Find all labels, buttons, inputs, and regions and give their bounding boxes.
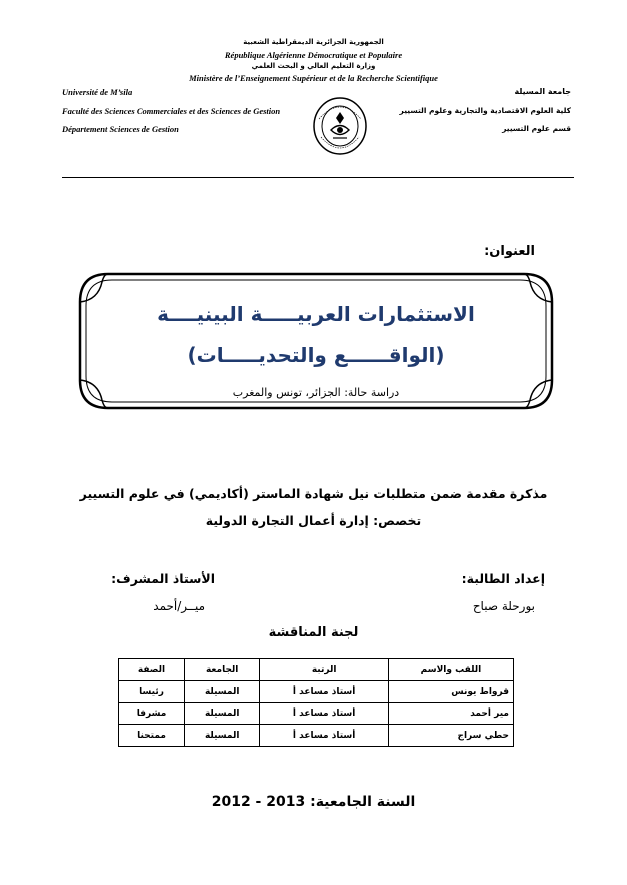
table-row (119, 703, 514, 725)
supervisor-label: الأستاذ المشرف: (111, 571, 215, 586)
university-fr: Université de M’sila (62, 87, 133, 97)
member-name: حطي سراج (388, 725, 513, 747)
student-name: بورحلة صباح (472, 599, 535, 613)
student-label: إعداد الطالبة: (461, 571, 545, 586)
ministry-fr: Ministère de l’Enseignement Supérieur et de la Recherche Scientifique (189, 73, 438, 83)
supervisor-name: ميــر/أحمد (153, 599, 205, 613)
department-fr: Département Sciences de Gestion (62, 124, 179, 134)
header-university: الجامعة (185, 659, 260, 681)
committee-table (118, 658, 514, 747)
academic-year (0, 794, 627, 810)
university-ar: جامعة المسيلة (514, 87, 571, 96)
academic-year-value: 2012 - 2013 (211, 794, 306, 810)
committee-title: لجنة المناقشة (268, 625, 359, 640)
header-divider (62, 177, 574, 178)
member-rank: أستاذ مساعد أ (260, 725, 389, 747)
faculty-fr: Faculté des Sciences Commerciales et des Sciences de Gestion (62, 106, 281, 116)
member-university: المسيلة (185, 681, 260, 703)
academic-year-label: السنة الجامعية: (310, 794, 416, 810)
member-university: المسيلة (185, 725, 260, 747)
university-seal-logo (313, 97, 367, 155)
header-name: اللقب والاسم (388, 659, 513, 681)
member-rank: أستاذ مساعد أ (260, 703, 389, 725)
table-row (119, 681, 514, 703)
title-line2: (الواقــــــع والتحديـــــات) (187, 343, 445, 367)
table-header-row (119, 659, 514, 681)
faculty-ar: كلية العلوم الاقتصادية والتجارية وعلوم التسيير (399, 106, 571, 115)
title-line1: الاستثمارات العربيـــــة البينيــــة (157, 302, 475, 326)
ministry-ar: وزارة التعليم العالي و البحث العلمي (251, 62, 376, 70)
member-rank: أستاذ مساعد أ (260, 681, 389, 703)
thesis-statement: مذكرة مقدمة ضمن متطلبات نيل شهادة الماستر (أكاديمي) في علوم التسيير (79, 486, 548, 501)
title-label: العنوان: (484, 244, 535, 259)
case-study: دراسة حالة: الجزائر، تونس والمغرب (232, 386, 400, 399)
department-ar: قسم علوم التسيير (502, 124, 571, 133)
member-name: مير أحمد (388, 703, 513, 725)
member-role: مشرفا (119, 703, 185, 725)
table-row (119, 725, 514, 747)
member-name: قرواط يونس (388, 681, 513, 703)
member-role: ممتحنا (119, 725, 185, 747)
header-role: الصفة (119, 659, 185, 681)
member-role: رئيسا (119, 681, 185, 703)
republic-fr: République Algérienne Démocratique et Populaire (224, 50, 403, 60)
republic-ar: الجمهورية الجزائرية الديمقراطية الشعبية (243, 38, 384, 46)
header-rank: الرتبة (260, 659, 389, 681)
thesis-specialty: تخصص: إدارة أعمال التجارة الدولية (205, 513, 422, 528)
member-university: المسيلة (185, 703, 260, 725)
